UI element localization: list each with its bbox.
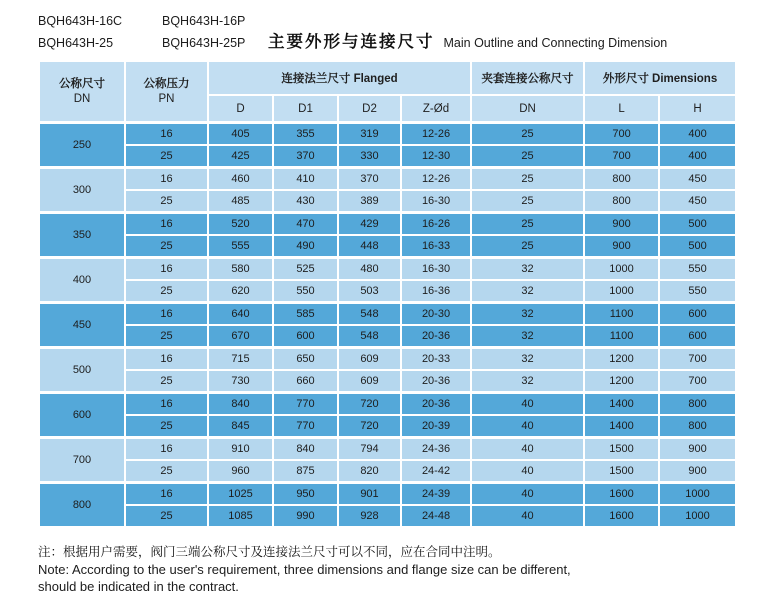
dn-cell: 600 [39, 393, 125, 438]
pn-cell: 16 [125, 348, 208, 371]
dn-cell: 500 [39, 348, 125, 393]
note-zh: 注：根据用户需要，阀门三端公称尺寸及连接法兰尺寸可以不同，应在合同中注明。 [38, 545, 501, 559]
dn-cell: 400 [39, 258, 125, 303]
zod-cell: 12-30 [401, 145, 471, 168]
col-header-d2: D2 [338, 95, 401, 123]
d1-cell: 990 [273, 505, 338, 527]
zod-cell: 16-36 [401, 280, 471, 303]
d1-cell: 950 [273, 483, 338, 506]
zod-cell: 24-42 [401, 460, 471, 483]
zod-cell: 24-39 [401, 483, 471, 506]
pn-cell: 25 [125, 145, 208, 168]
jacket-dn-cell: 40 [471, 483, 584, 506]
pn-cell: 16 [125, 123, 208, 146]
jacket-dn-cell: 32 [471, 325, 584, 348]
table-row [39, 280, 736, 303]
l-cell: 1400 [584, 415, 659, 438]
h-cell: 1000 [659, 505, 736, 527]
table-row [39, 123, 736, 146]
d-cell: 840 [208, 393, 273, 416]
h-cell: 900 [659, 438, 736, 461]
group-header-flanged: 连接法兰尺寸 Flanged [208, 61, 471, 95]
d2-cell: 429 [338, 213, 401, 236]
zod-cell: 16-30 [401, 190, 471, 213]
model-codes-line-1 [38, 11, 738, 32]
d1-cell: 410 [273, 168, 338, 191]
d-cell: 715 [208, 348, 273, 371]
table-row [39, 483, 736, 506]
zod-cell: 20-39 [401, 415, 471, 438]
d2-cell: 548 [338, 303, 401, 326]
h-cell: 1000 [659, 483, 736, 506]
page-title-zh: 主要外形与连接尺寸 [268, 33, 435, 51]
l-cell: 1600 [584, 505, 659, 527]
col-header-dn [39, 61, 125, 123]
dn-cell: 700 [39, 438, 125, 483]
d1-cell: 370 [273, 145, 338, 168]
zod-cell: 20-36 [401, 370, 471, 393]
table-row [39, 460, 736, 483]
zod-cell: 16-26 [401, 213, 471, 236]
table-row [39, 370, 736, 393]
jacket-dn-cell: 25 [471, 145, 584, 168]
title-block [38, 11, 738, 54]
l-cell: 900 [584, 213, 659, 236]
jacket-dn-cell: 25 [471, 168, 584, 191]
d1-cell: 840 [273, 438, 338, 461]
zod-cell: 20-36 [401, 393, 471, 416]
table-row [39, 325, 736, 348]
table-row [39, 258, 736, 281]
h-cell: 600 [659, 325, 736, 348]
d-cell: 425 [208, 145, 273, 168]
jacket-dn-cell: 32 [471, 258, 584, 281]
l-cell: 1500 [584, 460, 659, 483]
l-cell: 700 [584, 123, 659, 146]
jacket-dn-cell: 32 [471, 303, 584, 326]
pn-cell: 16 [125, 483, 208, 506]
table-row [39, 393, 736, 416]
d2-cell: 901 [338, 483, 401, 506]
table-header [39, 61, 736, 123]
l-cell: 800 [584, 190, 659, 213]
col-header-jacket-dn: DN [471, 95, 584, 123]
table-row [39, 415, 736, 438]
pn-cell: 25 [125, 505, 208, 527]
d2-cell: 609 [338, 370, 401, 393]
table-body [39, 123, 736, 528]
h-cell: 800 [659, 393, 736, 416]
pn-cell: 25 [125, 190, 208, 213]
table-row [39, 168, 736, 191]
col-header-dn-en: DN [73, 92, 91, 105]
l-cell: 1500 [584, 438, 659, 461]
d-cell: 620 [208, 280, 273, 303]
dn-cell: 450 [39, 303, 125, 348]
pn-cell: 16 [125, 393, 208, 416]
dn-cell: 350 [39, 213, 125, 258]
jacket-dn-cell: 32 [471, 280, 584, 303]
jacket-dn-cell: 32 [471, 348, 584, 371]
jacket-dn-cell: 40 [471, 415, 584, 438]
dimension-table [38, 60, 737, 528]
h-cell: 450 [659, 190, 736, 213]
dn-cell: 300 [39, 168, 125, 213]
d1-cell: 770 [273, 393, 338, 416]
d-cell: 520 [208, 213, 273, 236]
jacket-dn-cell: 25 [471, 213, 584, 236]
d2-cell: 389 [338, 190, 401, 213]
l-cell: 1600 [584, 483, 659, 506]
col-header-dn-zh: 公称尺寸 [59, 77, 105, 90]
h-cell: 700 [659, 370, 736, 393]
dn-cell: 250 [39, 123, 125, 168]
d2-cell: 609 [338, 348, 401, 371]
d2-cell: 503 [338, 280, 401, 303]
d2-cell: 794 [338, 438, 401, 461]
d2-cell: 480 [338, 258, 401, 281]
note-en-line2: should be indicated in the contract. [38, 579, 239, 594]
d-cell: 405 [208, 123, 273, 146]
d2-cell: 448 [338, 235, 401, 258]
d-cell: 1085 [208, 505, 273, 527]
d-cell: 640 [208, 303, 273, 326]
h-cell: 550 [659, 258, 736, 281]
h-cell: 700 [659, 348, 736, 371]
pn-cell: 16 [125, 213, 208, 236]
d1-cell: 490 [273, 235, 338, 258]
table-row [39, 505, 736, 527]
pn-cell: 25 [125, 280, 208, 303]
zod-cell: 24-36 [401, 438, 471, 461]
table-row [39, 438, 736, 461]
table-row [39, 348, 736, 371]
d2-cell: 820 [338, 460, 401, 483]
h-cell: 550 [659, 280, 736, 303]
h-cell: 500 [659, 235, 736, 258]
l-cell: 1100 [584, 325, 659, 348]
col-header-d: D [208, 95, 273, 123]
d2-cell: 548 [338, 325, 401, 348]
h-cell: 600 [659, 303, 736, 326]
pn-cell: 16 [125, 258, 208, 281]
d1-cell: 650 [273, 348, 338, 371]
jacket-dn-cell: 32 [471, 370, 584, 393]
zod-cell: 16-33 [401, 235, 471, 258]
d2-cell: 928 [338, 505, 401, 527]
zod-cell: 24-48 [401, 505, 471, 527]
table-row [39, 145, 736, 168]
jacket-dn-cell: 40 [471, 438, 584, 461]
group-header-dimensions: 外形尺寸 Dimensions [584, 61, 736, 95]
jacket-dn-cell: 40 [471, 393, 584, 416]
d1-cell: 875 [273, 460, 338, 483]
col-header-pn-en: PN [158, 92, 175, 105]
h-cell: 500 [659, 213, 736, 236]
d-cell: 460 [208, 168, 273, 191]
l-cell: 900 [584, 235, 659, 258]
d1-cell: 355 [273, 123, 338, 146]
pn-cell: 25 [125, 370, 208, 393]
zod-cell: 12-26 [401, 168, 471, 191]
pn-cell: 25 [125, 325, 208, 348]
pn-cell: 16 [125, 303, 208, 326]
d1-cell: 550 [273, 280, 338, 303]
dn-cell: 800 [39, 483, 125, 528]
table-row [39, 303, 736, 326]
h-cell: 800 [659, 415, 736, 438]
zod-cell: 12-26 [401, 123, 471, 146]
table-row [39, 213, 736, 236]
note-en-line1: Note: According to the user's requirement, three dimensions and flange size can be different, [38, 562, 571, 577]
d2-cell: 370 [338, 168, 401, 191]
table-row [39, 190, 736, 213]
d-cell: 670 [208, 325, 273, 348]
table-row [39, 235, 736, 258]
h-cell: 400 [659, 123, 736, 146]
d2-cell: 720 [338, 393, 401, 416]
d1-cell: 600 [273, 325, 338, 348]
d1-cell: 430 [273, 190, 338, 213]
jacket-dn-cell: 40 [471, 460, 584, 483]
pn-cell: 16 [125, 438, 208, 461]
l-cell: 700 [584, 145, 659, 168]
col-header-d1: D1 [273, 95, 338, 123]
zod-cell: 16-30 [401, 258, 471, 281]
jacket-dn-cell: 25 [471, 235, 584, 258]
h-cell: 900 [659, 460, 736, 483]
jacket-dn-cell: 40 [471, 505, 584, 527]
l-cell: 1200 [584, 370, 659, 393]
pn-cell: 25 [125, 460, 208, 483]
d1-cell: 470 [273, 213, 338, 236]
d1-cell: 525 [273, 258, 338, 281]
d-cell: 845 [208, 415, 273, 438]
model-code: BQH643H-16P [162, 14, 246, 28]
pn-cell: 25 [125, 415, 208, 438]
group-header-jacket: 夹套连接公称尺寸 [471, 61, 584, 95]
d-cell: 485 [208, 190, 273, 213]
col-header-pn [125, 61, 208, 123]
pn-cell: 25 [125, 235, 208, 258]
col-header-zod: Z-Ød [401, 95, 471, 123]
zod-cell: 20-30 [401, 303, 471, 326]
model-code: BQH643H-25P [162, 36, 246, 50]
col-header-pn-zh: 公称压力 [143, 77, 190, 90]
l-cell: 1400 [584, 393, 659, 416]
jacket-dn-cell: 25 [471, 123, 584, 146]
zod-cell: 20-36 [401, 325, 471, 348]
d-cell: 730 [208, 370, 273, 393]
d2-cell: 720 [338, 415, 401, 438]
pn-cell: 16 [125, 168, 208, 191]
l-cell: 1000 [584, 280, 659, 303]
model-codes-line-2 [38, 32, 738, 54]
l-cell: 1200 [584, 348, 659, 371]
d2-cell: 319 [338, 123, 401, 146]
d-cell: 1025 [208, 483, 273, 506]
d1-cell: 660 [273, 370, 338, 393]
d1-cell: 585 [273, 303, 338, 326]
col-header-h: H [659, 95, 736, 123]
l-cell: 1100 [584, 303, 659, 326]
d-cell: 960 [208, 460, 273, 483]
notes-block [38, 543, 738, 595]
zod-cell: 20-33 [401, 348, 471, 371]
d-cell: 555 [208, 235, 273, 258]
h-cell: 400 [659, 145, 736, 168]
h-cell: 450 [659, 168, 736, 191]
model-code: BQH643H-16C [38, 14, 123, 28]
jacket-dn-cell: 25 [471, 190, 584, 213]
d-cell: 580 [208, 258, 273, 281]
page-title-en: Main Outline and Connecting Dimension [443, 36, 668, 50]
l-cell: 1000 [584, 258, 659, 281]
d2-cell: 330 [338, 145, 401, 168]
model-code: BQH643H-25 [38, 36, 114, 50]
col-header-l: L [584, 95, 659, 123]
d-cell: 910 [208, 438, 273, 461]
l-cell: 800 [584, 168, 659, 191]
d1-cell: 770 [273, 415, 338, 438]
